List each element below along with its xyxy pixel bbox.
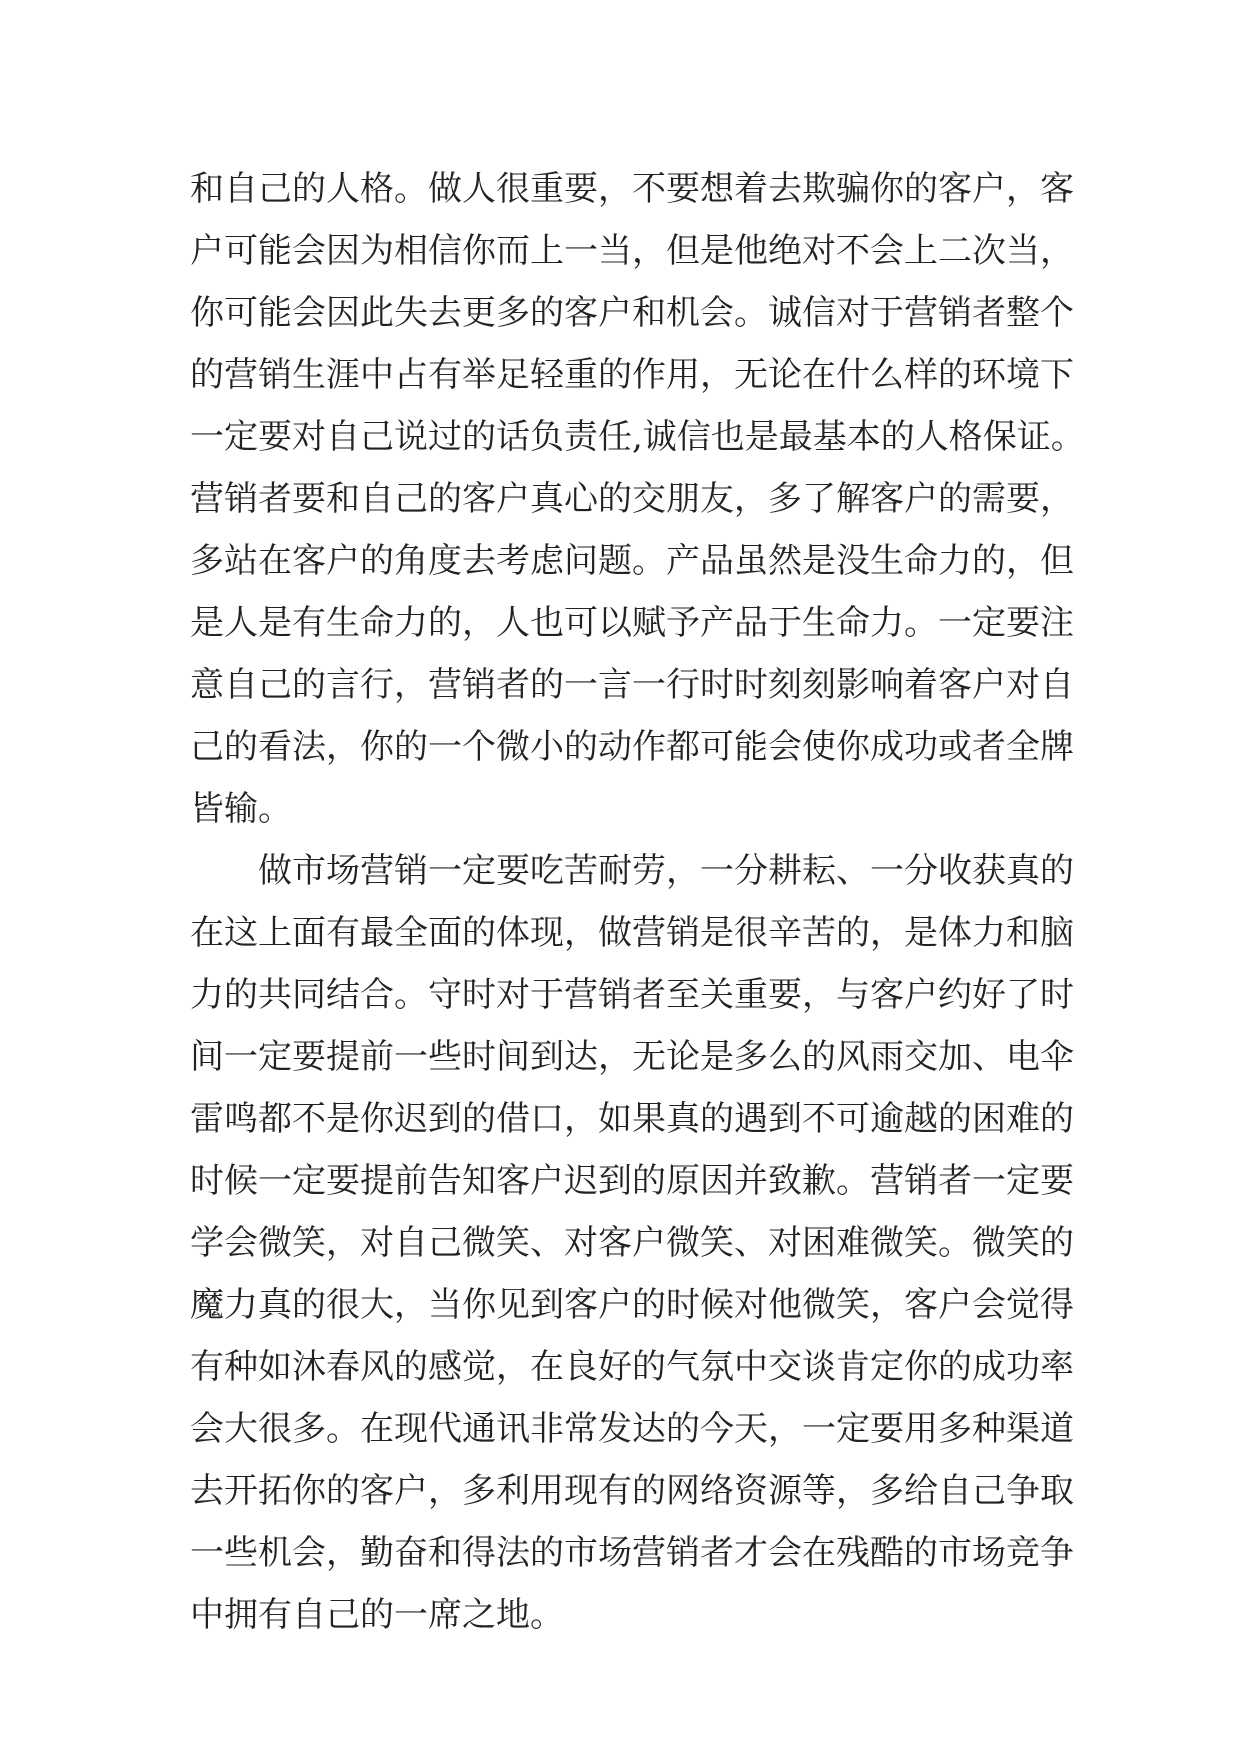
paragraph-line: 一定要对自己说过的话负责任,诚信也是最基本的人格保证。 — [190, 417, 1085, 457]
paragraph-line: 一些机会，勤奋和得法的市场营销者才会在残酷的市场竞争 — [190, 1533, 1074, 1573]
paragraph-line: 时候一定要提前告知客户迟到的原因并致歉。营销者一定要 — [190, 1161, 1074, 1201]
paragraph-line: 是人是有生命力的，人也可以赋予产品于生命力。一定要注 — [190, 603, 1074, 643]
paragraph-line: 己的看法，你的一个微小的动作都可能会使你成功或者全牌 — [190, 727, 1074, 767]
paragraph-line: 有种如沐春风的感觉，在良好的气氛中交谈肯定你的成功率 — [190, 1347, 1074, 1387]
paragraph-1 — [190, 158, 1085, 840]
paragraph-line: 在这上面有最全面的体现，做营销是很辛苦的，是体力和脑 — [190, 913, 1074, 953]
paragraph-2 — [190, 840, 1074, 1646]
paragraph-line: 你可能会因此失去更多的客户和机会。诚信对于营销者整个 — [190, 293, 1074, 333]
paragraph-line: 间一定要提前一些时间到达，无论是多么的风雨交加、电伞 — [190, 1037, 1074, 1077]
paragraph-line: 雷鸣都不是你迟到的借口，如果真的遇到不可逾越的困难的 — [190, 1099, 1074, 1139]
paragraph-line: 和自己的人格。做人很重要，不要想着去欺骗你的客户，客 — [190, 169, 1074, 209]
paragraph-line: 皆输。 — [190, 789, 292, 829]
paragraph-line: 的营销生涯中占有举足轻重的作用，无论在什么样的环境下 — [190, 355, 1074, 395]
paragraph-line: 中拥有自己的一席之地。 — [190, 1595, 564, 1635]
paragraph-line: 去开拓你的客户，多利用现有的网络资源等，多给自己争取 — [190, 1471, 1074, 1511]
paragraph-line: 多站在客户的角度去考虑问题。产品虽然是没生命力的，但 — [190, 541, 1074, 581]
paragraph-line: 力的共同结合。守时对于营销者至关重要，与客户约好了时 — [190, 975, 1074, 1015]
paragraph-line: 会大很多。在现代通讯非常发达的今天，一定要用多种渠道 — [190, 1409, 1074, 1449]
paragraph-line: 魔力真的很大，当你见到客户的时候对他微笑，客户会觉得 — [190, 1285, 1074, 1325]
paragraph-line: 意自己的言行，营销者的一言一行时时刻刻影响着客户对自 — [190, 665, 1074, 705]
paragraph-line: 户可能会因为相信你而上一当，但是他绝对不会上二次当， — [190, 231, 1074, 271]
paragraph-line: 做市场营销一定要吃苦耐劳，一分耕耘、一分收获真的 — [258, 851, 1074, 891]
paragraph-line: 营销者要和自己的客户真心的交朋友，多了解客户的需要， — [190, 479, 1074, 519]
paragraph-line: 学会微笑，对自己微笑、对客户微笑、对困难微笑。微笑的 — [190, 1223, 1074, 1263]
document-body — [190, 158, 1085, 1646]
